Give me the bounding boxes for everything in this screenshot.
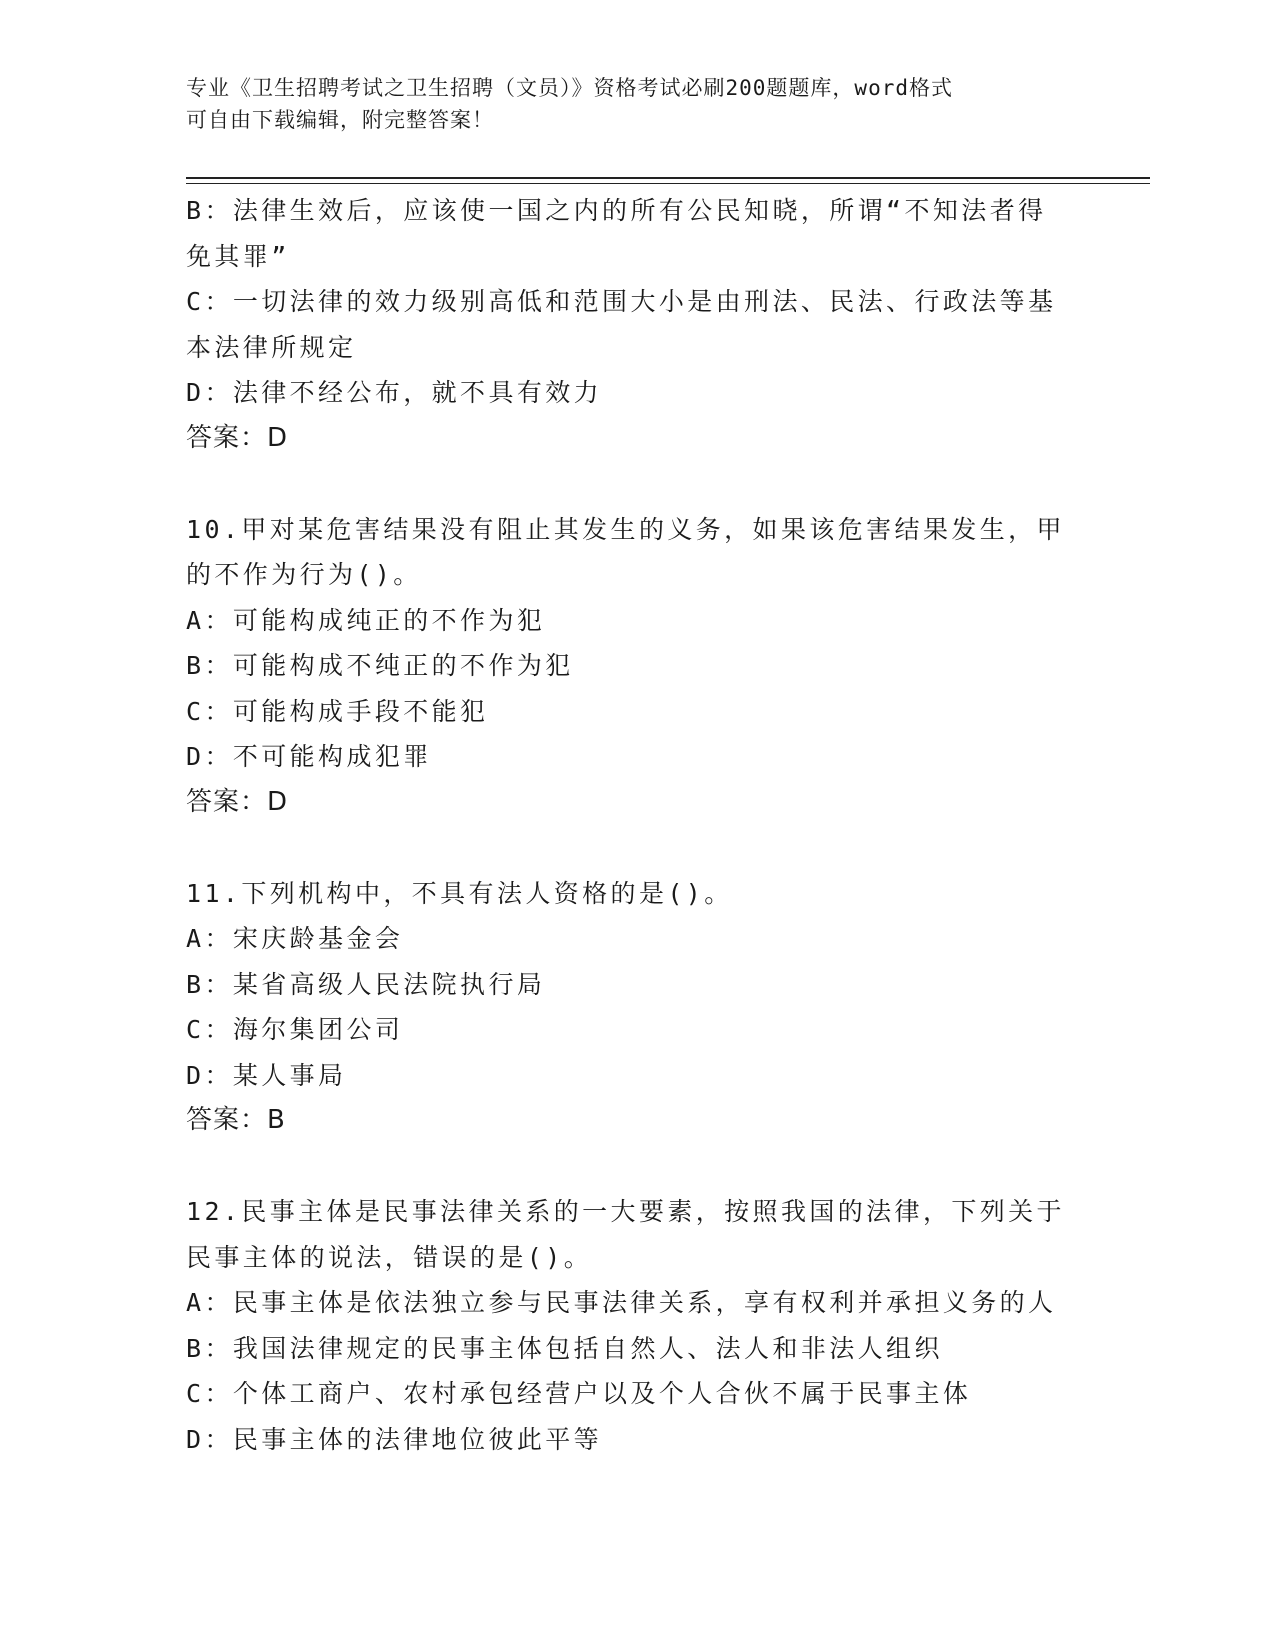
question-stem: 11.下列机构中，不具有法人资格的是()。 bbox=[186, 878, 733, 908]
option-c-continued: 本法律所规定 bbox=[186, 332, 357, 362]
spacer bbox=[186, 1144, 1066, 1190]
question-stem-continued: 民事主体的说法，错误的是()。 bbox=[186, 1242, 593, 1272]
question-12 bbox=[186, 1189, 1066, 1462]
option-a: A：宋庆龄基金会 bbox=[186, 924, 404, 953]
option-c: C：可能构成手段不能犯 bbox=[186, 696, 489, 726]
option-c: C：个体工商户、农村承包经营户以及个人合伙不属于民事主体 bbox=[186, 1379, 972, 1408]
header-divider-thick bbox=[186, 177, 1150, 179]
answer-label: 答案：D bbox=[186, 786, 289, 817]
question-10 bbox=[186, 507, 1066, 826]
prev-question-block bbox=[186, 188, 1066, 461]
question-stem: 10.甲对某危害结果没有阻止其发生的义务，如果该危害结果发生，甲 bbox=[186, 514, 1065, 544]
question-content bbox=[186, 188, 1066, 1462]
option-d: D：法律不经公布，就不具有效力 bbox=[186, 378, 603, 407]
header-divider-thin bbox=[186, 183, 1150, 184]
option-b: B：法律生效后，应该使一国之内的所有公民知晓，所谓“不知法者得 bbox=[186, 196, 1047, 225]
answer-label: 答案：D bbox=[186, 422, 289, 453]
option-d: D：某人事局 bbox=[186, 1060, 347, 1090]
option-a: A：民事主体是依法独立参与民事法律关系，享有权利并承担义务的人 bbox=[186, 1288, 1057, 1317]
question-stem-continued: 的不作为行为()。 bbox=[186, 560, 422, 589]
option-b: B：我国法律规定的民事主体包括自然人、法人和非法人组织 bbox=[186, 1333, 943, 1363]
spacer bbox=[186, 825, 1066, 871]
option-c: C：海尔集团公司 bbox=[186, 1015, 404, 1044]
answer-label: 答案：B bbox=[186, 1105, 286, 1135]
option-b: B：某省高级人民法院执行局 bbox=[186, 969, 546, 999]
option-c: C：一切法律的效力级别高低和范围大小是由刑法、民法、行政法等基 bbox=[186, 287, 1057, 316]
header-line-1: 专业《卫生招聘考试之卫生招聘（文员）》资格考试必刷200题题库，word格式 bbox=[186, 76, 953, 100]
option-d: D：民事主体的法律地位彼此平等 bbox=[186, 1424, 603, 1454]
header-line-2: 可自由下载编辑，附完整答案！ bbox=[186, 108, 494, 132]
option-d: D：不可能构成犯罪 bbox=[186, 742, 432, 771]
question-stem: 12.民事主体是民事法律关系的一大要素，按照我国的法律，下列关于 bbox=[186, 1197, 1065, 1226]
option-b: B：可能构成不纯正的不作为犯 bbox=[186, 651, 574, 680]
question-11 bbox=[186, 871, 1066, 1144]
spacer bbox=[186, 461, 1066, 507]
option-b-continued: 免其罪” bbox=[186, 241, 290, 271]
document-header bbox=[186, 72, 1066, 136]
option-a: A：可能构成纯正的不作为犯 bbox=[186, 605, 546, 635]
